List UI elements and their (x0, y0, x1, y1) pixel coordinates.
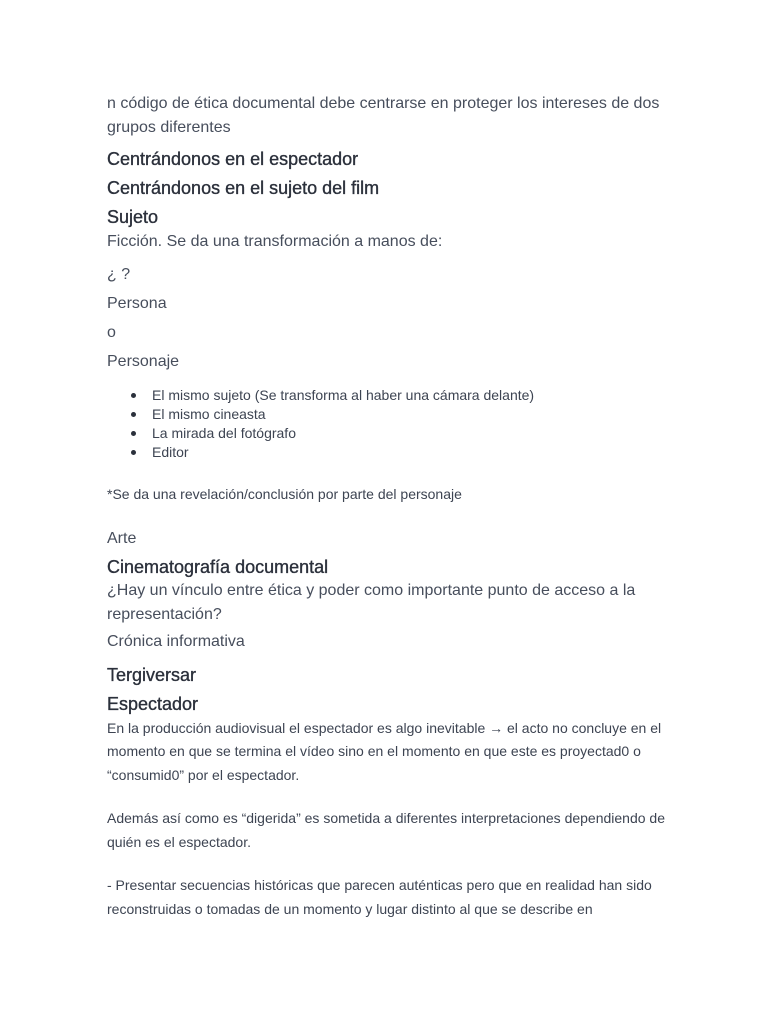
espectador-paragraph-3: - Presentar secuencias históricas que parecen auténticas pero que en realidad han sido reconstruidas o tomadas de un momento y lugar distinto al que se describe en (107, 877, 652, 917)
heading-sujeto: Sujeto (107, 207, 159, 227)
list-item: El mismo sujeto (Se transforma al haber una cámara delante) (152, 386, 667, 405)
heading-tergiversar: Tergiversar (107, 664, 197, 685)
heading-cinematografia: Cinematografía documental (107, 556, 329, 577)
heading-espectador: Centrándonos en el espectador (107, 149, 359, 169)
bullet-list (107, 386, 667, 462)
bullet-icon (131, 431, 136, 436)
heading-espectador-2: Espectador (107, 693, 199, 714)
arte-label: Arte (107, 529, 137, 547)
list-item: Editor (152, 443, 667, 462)
espectador-paragraph-1: En la producción audiovisual el espectador es algo inevitable → el acto no concluye en el momento en que se termina el vídeo sino en el momento en que este es proyectad0 o “consumid0” por el espectador. (107, 719, 662, 783)
cronica-label: Crónica informativa (107, 632, 245, 650)
list-item: La mirada del fotógrafo (152, 424, 667, 443)
sujeto-personaje: Personaje (107, 353, 180, 370)
document-page (107, 92, 667, 921)
bullet-icon (131, 393, 136, 398)
sujeto-ficcion: Ficción. Se da una transformación a manos de: (107, 233, 443, 250)
cine-question: ¿Hay un vínculo entre ética y poder como importante punto de acceso a la representación? (107, 581, 636, 623)
sujeto-o: o (107, 324, 116, 341)
bullet-icon (131, 450, 136, 455)
sujeto-question: ¿ ? (107, 266, 131, 283)
heading-sujeto-film: Centrándonos en el sujeto del film (107, 178, 380, 198)
list-item: El mismo cineasta (152, 405, 667, 424)
revelation-note: *Se da una revelación/conclusión por parte del personaje (107, 486, 462, 502)
bullet-icon (131, 412, 136, 417)
intro-paragraph: n código de ética documental debe centrarse en proteger los intereses de dos grupos diferentes (107, 95, 660, 136)
espectador-paragraph-2: Además así como es “digerida” es sometida a diferentes interpretaciones dependiendo de quién es el espectador. (107, 810, 665, 850)
sujeto-persona: Persona (107, 295, 167, 312)
